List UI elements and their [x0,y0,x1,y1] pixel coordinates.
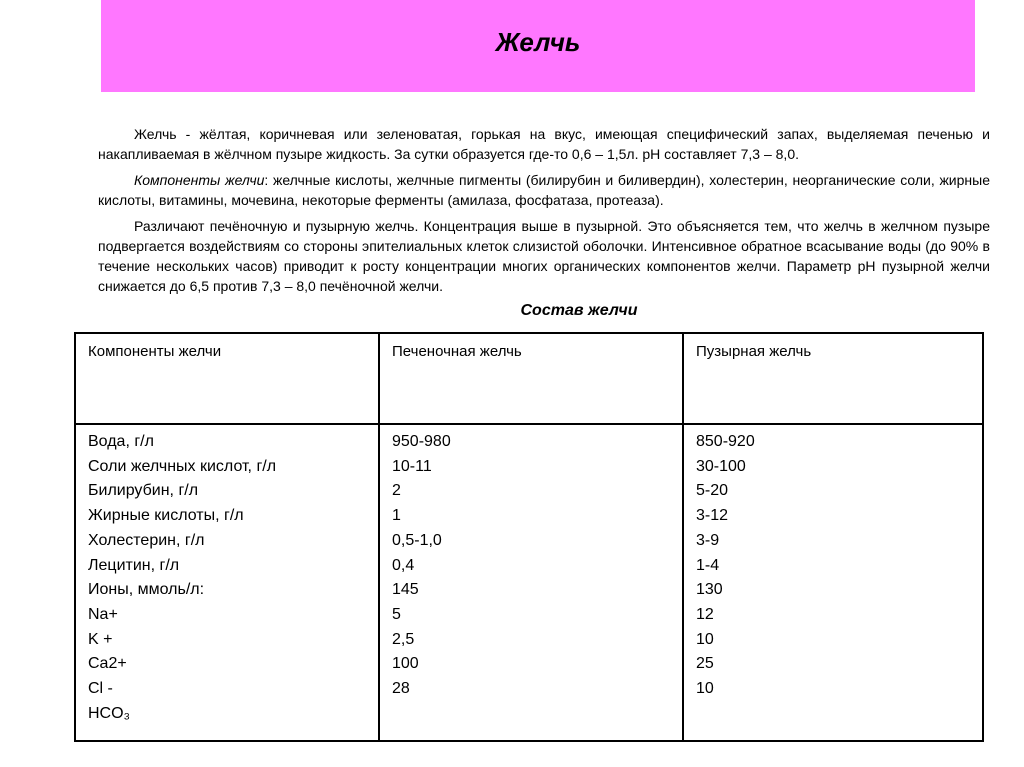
gallbladder-column [683,424,983,741]
table-caption: Состав желчи [520,302,638,319]
hepatic-value: 5 [392,605,401,623]
paragraph-types: Различают печёночную и пузырную желчь. Концентрация выше в пузырной. Это объясняется тем, что желчь в желчном пузыре подвергается воздействиям со стороны эпителиальных клеток слизистой оболочки. Интенсивное обратное всасывание воды (до 90% в течение нескольких часов) приводит к росту концентрации многих органических компонентов желчи. Параметр pH пузырной желчи снижается до 6,5 против 7,3 – 8,0 печёночной желчи. [98,218,990,294]
component-name: K + [88,630,113,648]
gallbladder-value: 850-920 [696,433,755,450]
table-header-row [75,333,983,424]
component-name: Ионы, ммоль/л: [88,581,205,599]
gallbladder-value: 12 [696,605,714,623]
paragraph-components [98,170,990,210]
component-name: Вода, г/л [88,433,154,450]
components-column [75,424,379,741]
header-hepatic: Печеночная желчь [379,333,683,424]
gallbladder-value: 3-9 [696,531,720,549]
header-gallbladder: Пузырная желчь [683,333,983,424]
component-name: Ca2+ [88,655,127,673]
hepatic-value: 145 [392,581,419,599]
hepatic-value: 2,5 [392,630,415,648]
hepatic-value: 0,5-1,0 [392,531,442,549]
hepatic-value: 28 [392,680,410,698]
hepatic-value: 950-980 [392,433,451,450]
description-text [98,124,990,302]
table-body-row [75,424,983,741]
component-name: Холестерин, г/л [88,531,205,549]
gallbladder-value: 30-100 [696,457,746,475]
gallbladder-value: 25 [696,655,714,673]
gallbladder-value: 5-20 [696,482,729,500]
hepatic-value: 2 [392,482,401,500]
component-name: Билирубин, г/л [88,482,199,500]
hepatic-value: 1 [392,507,401,525]
title-banner [101,0,975,92]
component-name: HCO₃ [88,704,131,722]
hepatic-column [379,424,683,741]
paragraph-definition: Желчь - жёлтая, коричневая или зеленоватая, горькая на вкус, имеющая специфический запах, выделяемая печенью и накапливаемая в жёлчном пузыре жидкость. За сутки образуется где-то 0,6 – 1,5л. pH составляет 7,3 – 8,0. [98,126,990,162]
gallbladder-value: 10 [696,680,714,698]
component-name: Соли желчных кислот, г/л [88,457,277,475]
gallbladder-value: 130 [696,581,723,599]
gallbladder-value: 3-12 [696,507,729,525]
bile-composition-table [74,332,984,742]
gallbladder-value: 1-4 [696,556,720,574]
component-name: Жирные кислоты, г/л [88,507,244,525]
page-title: Желчь [495,26,581,57]
component-name: Na+ [88,605,118,623]
hepatic-value: 0,4 [392,556,415,574]
header-components: Компоненты желчи [75,333,379,424]
hepatic-value: 10-11 [392,457,432,475]
gallbladder-value: 10 [696,630,714,648]
component-name: Лецитин, г/л [88,556,180,574]
hepatic-value: 100 [392,655,419,673]
components-lead: Компоненты желчи [134,172,265,188]
component-name: Cl - [88,680,113,698]
components-list: : желчные кислоты, желчные пигменты (билирубин и биливердин), холестерин, неорганические соли, жирные кислоты, витамины, мочевина, некоторые ферменты (амилаза, фосфатаза, протеаза). [98,172,990,208]
